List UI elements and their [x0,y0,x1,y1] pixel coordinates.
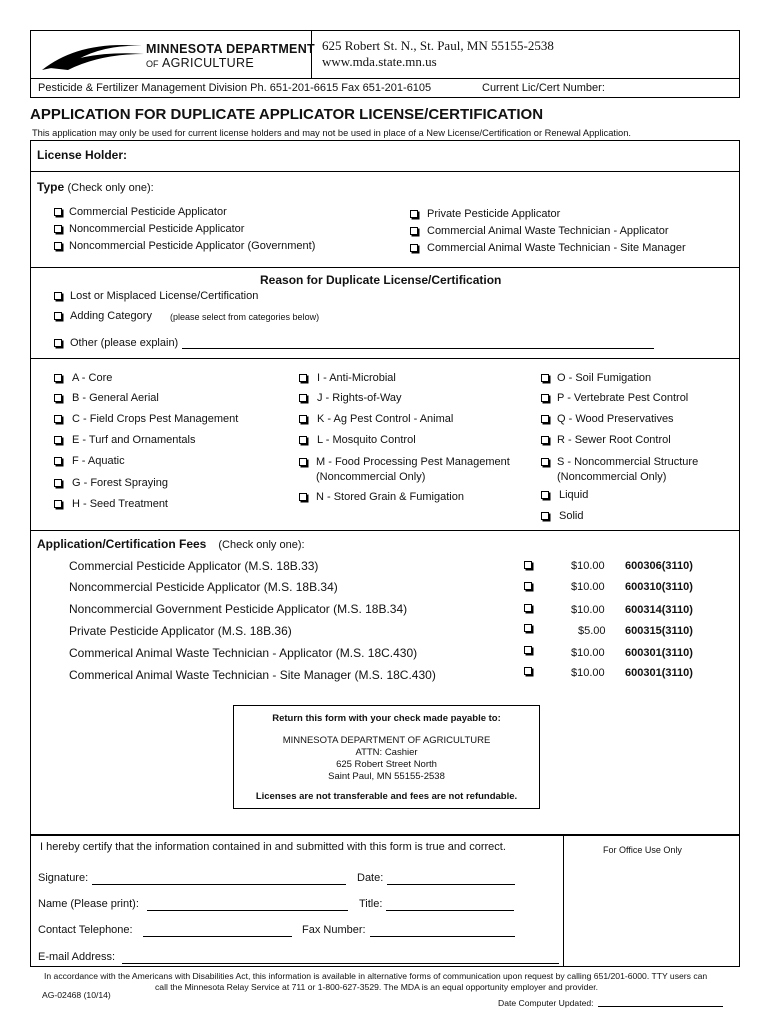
category-i: I - Anti-Microbial [317,372,396,384]
fee-checkbox-4[interactable] [524,646,532,654]
type-checkbox-private[interactable] [410,210,418,218]
fee-amount-0: $10.00 [571,560,605,572]
current-lic-label: Current Lic/Cert Number: [482,82,605,94]
reason-option-other: Other (please explain) [70,337,179,349]
type-option-noncommercial: Noncommercial Pesticide Applicator [69,223,245,235]
category-checkbox-p[interactable] [541,394,549,402]
category-r: R - Sewer Root Control [557,434,671,446]
fee-code-4: 600301(3110) [625,647,693,659]
reason-other-input[interactable] [182,348,654,349]
category-checkbox-f[interactable] [54,457,62,465]
reason-heading: Reason for Duplicate License/Certification [260,273,502,287]
return-line2: ATTN: Cashier [355,747,418,758]
fee-checkbox-2[interactable] [524,604,532,612]
type-note: (Check only one): [67,182,154,194]
agency-website: www.mda.state.mn.us [322,54,437,69]
mda-logo-icon [40,34,150,74]
category-checkbox-l[interactable] [299,436,307,444]
fee-code-2: 600314(3110) [625,604,693,616]
signature-label: Signature: [38,872,89,884]
license-holder-divider [30,171,740,172]
type-checkbox-commercial[interactable] [54,208,62,216]
category-checkbox-o[interactable] [541,374,549,382]
category-checkbox-a[interactable] [54,374,62,382]
category-checkbox-h[interactable] [54,500,62,508]
category-checkbox-s[interactable] [541,458,549,466]
category-s: S - Noncommercial Structure [557,456,699,468]
category-checkbox-q[interactable] [541,415,549,423]
category-l: L - Mosquito Control [317,434,416,446]
return-heading: Return this form with your check made payable to: [272,713,501,724]
fees-note: (Check only one): [218,539,305,551]
category-checkbox-n[interactable] [299,493,307,501]
fee-amount-4: $10.00 [571,647,605,659]
category-n: N - Stored Grain & Fumigation [316,491,464,503]
category-checkbox-e[interactable] [54,436,62,444]
fees-heading: Application/Certification Fees [37,537,207,551]
fee-amount-1: $10.00 [571,581,605,593]
office-use-label: For Office Use Only [603,845,682,855]
agency-name-of: OF [146,59,159,69]
category-f: F - Aquatic [72,455,125,467]
reason-option-adding: Adding Category [70,310,152,322]
type-option-caw-site-manager: Commercial Animal Waste Technician - Site Manager [427,242,686,254]
return-footer: Licenses are not transferable and fees are not refundable. [255,791,518,802]
fee-checkbox-5[interactable] [524,667,532,675]
signature-input[interactable] [92,884,346,885]
name-input[interactable] [147,910,348,911]
category-s-note: (Noncommercial Only) [557,471,667,483]
category-checkbox-solid[interactable] [541,512,549,520]
fee-code-0: 600306(3110) [625,560,693,572]
reason-adding-note: (please select from categories below) [170,312,320,322]
date-updated-input[interactable] [598,1006,723,1007]
fee-checkbox-3[interactable] [524,624,532,632]
fax-label: Fax Number: [302,924,366,936]
office-use-divider [563,835,564,967]
category-q: Q - Wood Preservatives [557,413,674,425]
fees-label [37,537,305,551]
category-liquid: Liquid [559,489,589,501]
email-input[interactable] [122,963,559,964]
telephone-input[interactable] [143,936,292,937]
date-input[interactable] [387,884,515,885]
category-m-note: (Noncommercial Only) [316,471,426,483]
fee-code-1: 600310(3110) [625,581,693,593]
return-line3: 625 Robert Street North [336,759,437,770]
certify-statement: I hereby certify that the information contained in and submitted with this form is true and correct. [40,841,506,853]
fee-name-0: Commercial Pesticide Applicator (M.S. 18B.33) [69,559,319,573]
fax-input[interactable] [370,936,515,937]
reason-divider [30,358,740,359]
fee-name-4: Commerical Animal Waste Technician - Applicator (M.S. 18C.430) [69,646,418,660]
category-solid: Solid [559,510,584,522]
category-checkbox-k[interactable] [299,415,307,423]
fee-name-1: Noncommercial Pesticide Applicator (M.S. 18B.34) [69,580,338,594]
category-c: C - Field Crops Pest Management [72,413,239,425]
type-checkbox-caw-site-manager[interactable] [410,244,418,252]
fee-amount-3: $5.00 [578,625,606,637]
type-label [37,180,154,194]
fee-checkbox-1[interactable] [524,582,532,590]
fee-checkbox-0[interactable] [524,561,532,569]
type-heading: Type [37,180,65,194]
return-line1: MINNESOTA DEPARTMENT OF AGRICULTURE [282,735,491,746]
return-line4: Saint Paul, MN 55155-2538 [328,771,445,782]
category-checkbox-j[interactable] [299,394,307,402]
category-h: H - Seed Treatment [72,498,168,510]
division-info: Pesticide & Fertilizer Management Division Ph. 651-201-6615 Fax 651-201-6105 [38,82,432,94]
category-checkbox-c[interactable] [54,415,62,423]
license-holder-label: License Holder: [37,148,128,162]
category-checkbox-b[interactable] [54,394,62,402]
title-input[interactable] [386,910,514,911]
agency-address: 625 Robert St. N., St. Paul, MN 55155-2538 [322,38,554,53]
fee-name-5: Commerical Animal Waste Technician - Site Manager (M.S. 18C.430) [69,668,436,682]
type-checkbox-noncommercial-gov[interactable] [54,242,62,250]
date-label: Date: [357,872,384,884]
telephone-label: Contact Telephone: [38,924,133,936]
reason-checkbox-lost[interactable] [54,292,62,300]
category-j: J - Rights-of-Way [317,392,402,404]
form-id: AG-02468 (10/14) [42,990,111,1000]
category-b: B - General Aerial [72,392,159,404]
fee-amount-5: $10.00 [571,667,605,679]
type-option-private: Private Pesticide Applicator [427,208,561,220]
categories-divider [30,530,740,531]
type-divider [30,267,740,268]
category-checkbox-r[interactable] [541,436,549,444]
category-k: K - Ag Pest Control - Animal [317,413,454,425]
type-option-commercial: Commercial Pesticide Applicator [69,206,227,218]
date-updated-label: Date Computer Updated: [498,998,594,1008]
fee-name-3: Private Pesticide Applicator (M.S. 18B.36) [69,624,292,638]
page-title: APPLICATION FOR DUPLICATE APPLICATOR LICENSE/CERTIFICATION [30,106,544,123]
agency-name-line1: MINNESOTA DEPARTMENT [146,42,315,56]
reason-checkbox-adding[interactable] [54,312,62,320]
title-label: Title: [359,898,383,910]
agency-name-line2: AGRICULTURE [162,56,254,70]
type-checkbox-caw-applicator[interactable] [410,227,418,235]
ada-notice-line1: In accordance with the Americans with Disabilities Act, this information is available in alternative forms of communication upon request by calling 651/201-6000. TTY users can [44,971,708,981]
license-holder-input[interactable] [140,144,735,168]
fee-code-5: 600301(3110) [625,667,693,679]
ada-notice-line2: call the Minnesota Relay Service at 711 or 1-800-627-3529. The MDA is an equal opportunity employer and provider. [155,982,598,992]
category-checkbox-m[interactable] [299,458,307,466]
fee-amount-2: $10.00 [571,604,605,616]
reason-option-lost: Lost or Misplaced License/Certification [70,290,259,302]
email-label: E-mail Address: [38,951,116,963]
type-option-noncommercial-gov: Noncommercial Pesticide Applicator (Government) [69,240,316,252]
reason-checkbox-other[interactable] [54,339,62,347]
category-g: G - Forest Spraying [72,477,168,489]
type-option-caw-applicator: Commercial Animal Waste Technician - Applicator [427,225,669,237]
header-divider [30,78,740,79]
type-checkbox-noncommercial[interactable] [54,225,62,233]
category-m: M - Food Processing Pest Management [316,456,510,468]
category-o: O - Soil Fumigation [557,372,652,384]
fee-code-3: 600315(3110) [625,625,693,637]
category-p: P - Vertebrate Pest Control [557,392,689,404]
category-checkbox-i[interactable] [299,374,307,382]
name-label: Name (Please print): [38,898,139,910]
page-subtitle: This application may only be used for current license holders and may not be used in place of a New License/Certification or Renewal Application. [32,128,631,138]
category-checkbox-g[interactable] [54,479,62,487]
fee-name-2: Noncommercial Government Pesticide Applicator (M.S. 18B.34) [69,602,408,616]
category-a: A - Core [72,372,113,384]
category-checkbox-liquid[interactable] [541,491,549,499]
category-e: E - Turf and Ornamentals [72,434,196,446]
